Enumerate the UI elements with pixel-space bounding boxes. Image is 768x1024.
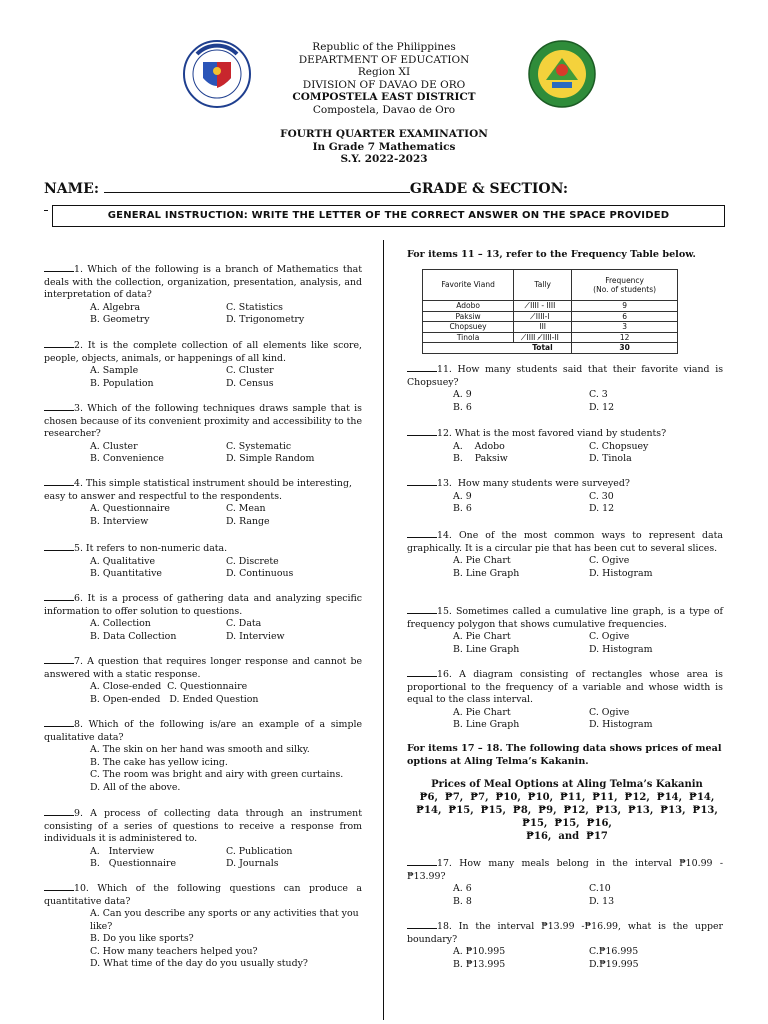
table-cell: Chopsuey xyxy=(423,322,514,333)
option: A. 6 xyxy=(453,883,472,894)
prices-title: Prices of Meal Options at Aling Telma’s Kakanin xyxy=(431,779,703,790)
question-stem: 17. How many meals belong in the interval ₱10.99 - ₱13.99? xyxy=(407,858,723,882)
answer-blank-11[interactable] xyxy=(407,362,437,372)
prices-line: ₱6, ₱7, ₱7, ₱10, ₱10, ₱11, ₱11, ₱12, ₱14, ₱14, xyxy=(419,792,715,803)
letterhead xyxy=(0,41,768,116)
table-header: Tally xyxy=(514,270,572,301)
question-8 xyxy=(44,717,362,794)
option: B. Questionnaire xyxy=(90,858,176,869)
option: B. Line Graph xyxy=(453,643,520,655)
table-row xyxy=(423,332,678,343)
option: C. Ogive xyxy=(589,555,630,566)
option: A. Questionnaire xyxy=(90,503,170,514)
option: C. Discrete xyxy=(226,555,279,567)
table-row xyxy=(423,322,678,333)
grade-section-label: GRADE & SECTION: xyxy=(409,181,569,197)
address-line: Compostela, Davao de Oro xyxy=(312,103,456,116)
option: D. Census xyxy=(226,377,274,389)
option: D. Histogram xyxy=(589,567,653,579)
table-cell: ̸IIII - IIII xyxy=(514,301,572,312)
total-label: Total xyxy=(514,343,572,354)
question-stem: 1. Which of the following is a branch of Mathematics that deals with the collection, organization, presentation, analysis, and interpretation of data? xyxy=(44,264,362,300)
option: A. Pie Chart xyxy=(453,706,511,718)
option: C. 30 xyxy=(589,490,614,502)
answer-blank-6[interactable] xyxy=(44,591,74,601)
table-header: Favorite Viand xyxy=(423,270,514,301)
option: C. Chopsuey xyxy=(589,440,649,452)
question-stem: 7. A question that requires longer response and cannot be answered with a static response. xyxy=(44,656,362,680)
option: D. Trigonometry xyxy=(226,314,305,325)
region-line: Region XI xyxy=(357,66,411,78)
answer-blank-13[interactable] xyxy=(407,476,437,486)
republic-line: Republic of the Philippines xyxy=(312,41,456,53)
answer-blank-2[interactable] xyxy=(44,338,74,348)
column-divider xyxy=(383,240,384,1020)
option: C. 3 xyxy=(589,389,608,400)
answer-blank-16[interactable] xyxy=(407,667,437,677)
question-3 xyxy=(44,401,362,466)
option: C.10 xyxy=(589,883,611,894)
question-stem: 4. This simple statistical instrument should be interesting, easy to answer and respectful to the respondents. xyxy=(44,478,352,502)
question-13 xyxy=(407,476,723,516)
option: A. Cluster xyxy=(90,440,138,452)
question-16 xyxy=(407,667,723,732)
option: D. 13 xyxy=(589,895,615,907)
frequency-table xyxy=(422,269,678,354)
option: B. Line Graph xyxy=(453,567,520,579)
option: B. Open-ended D. Ended Question xyxy=(90,693,259,705)
question-4 xyxy=(44,476,362,528)
table-cell: 9 xyxy=(572,301,678,312)
answer-blank-8[interactable] xyxy=(44,717,74,727)
answer-blank-1[interactable] xyxy=(44,262,74,272)
option: A. 9 xyxy=(453,389,472,400)
option: A. Collection xyxy=(90,618,151,629)
option: B. The cake has yellow icing. xyxy=(90,756,228,768)
answer-blank-14[interactable] xyxy=(407,528,437,538)
question-stem: 11. How many students said that their favorite viand is Chopsuey? xyxy=(407,364,723,388)
table-cell: Tinola xyxy=(423,332,514,343)
option: B. Population xyxy=(90,377,154,389)
district-line: COMPOSTELA EAST DISTRICT xyxy=(292,91,476,103)
answer-blank-18[interactable] xyxy=(407,919,437,929)
question-stem: 14. One of the most common ways to represent data graphically. It is a circular pie that has been cut to several slices. xyxy=(407,530,723,554)
question-7 xyxy=(44,654,362,706)
question-12 xyxy=(407,426,723,466)
option: A. Pie Chart xyxy=(453,631,511,642)
table-cell: 3 xyxy=(572,322,678,333)
option: D. Histogram xyxy=(589,719,653,730)
question-1 xyxy=(44,262,362,327)
option: C. Mean xyxy=(226,503,266,514)
option: C. Cluster xyxy=(226,365,274,376)
question-stem: 13. How many students were surveyed? xyxy=(437,478,630,489)
option: B. Geometry xyxy=(90,314,150,325)
option: C. Data xyxy=(226,618,262,629)
answer-blank-17[interactable] xyxy=(407,856,437,866)
question-2 xyxy=(44,338,362,390)
answer-blank-3[interactable] xyxy=(44,401,74,411)
question-14 xyxy=(407,528,723,580)
prices-line: ₱15, ₱15, ₱16, xyxy=(522,818,612,829)
option: D. What time of the day do you usually study? xyxy=(90,958,308,969)
question-9 xyxy=(44,806,362,871)
total-value: 30 xyxy=(572,343,678,354)
option: D. 12 xyxy=(589,503,615,514)
question-stem: 5. It refers to non-numeric data. xyxy=(74,543,228,554)
question-stem: 9. A process of collecting data through an instrument consisting of a series of questions to receive a response from individuals it is administered to. xyxy=(44,808,362,844)
option: A. The skin on her hand was smooth and silky. xyxy=(90,744,310,755)
answer-blank-9[interactable] xyxy=(44,806,74,816)
option: C. Publication xyxy=(226,845,293,857)
table-cell: ̸IIII - ̸IIII-II xyxy=(514,332,572,343)
table-cell: Paksiw xyxy=(423,311,514,322)
option: C.₱16.995 xyxy=(589,946,639,957)
option: D. Continuous xyxy=(226,568,294,579)
option: C. How many teachers helped you? xyxy=(90,945,258,957)
question-stem: 6. It is a process of gathering data and analyzing specific information to offer solution to questions. xyxy=(44,593,362,617)
option: A. Close-ended C. Questionnaire xyxy=(90,681,248,692)
option: B. Interview xyxy=(90,515,149,527)
name-label: NAME: xyxy=(44,181,99,197)
option: A. Algebra xyxy=(90,301,141,313)
answer-blank-15[interactable] xyxy=(407,604,437,614)
option: A. Sample xyxy=(90,365,139,376)
table-row xyxy=(423,301,678,312)
option: B. ₱13.995 xyxy=(453,958,506,970)
option: A. Interview xyxy=(90,845,155,857)
option: D.₱19.995 xyxy=(589,958,639,970)
option: D. 12 xyxy=(589,401,615,413)
option: A. ₱10.995 xyxy=(453,946,506,957)
question-5 xyxy=(44,541,362,581)
question-11 xyxy=(407,362,723,414)
answer-blank-12[interactable] xyxy=(407,426,437,436)
option: C. Systematic xyxy=(226,440,292,452)
option: C. The room was bright and airy with green curtains. xyxy=(90,769,344,780)
table-cell: 12 xyxy=(572,332,678,343)
question-15 xyxy=(407,604,723,656)
option: D. Simple Random xyxy=(226,453,315,464)
answer-blank-7[interactable] xyxy=(44,654,74,664)
table-header: Frequency (No. of students) xyxy=(572,270,678,301)
question-stem: 16. A diagram consisting of rectangles whose area is proportional to the frequency of a variable and whose width is equal to the class interval. xyxy=(407,669,723,705)
name-grade-row xyxy=(44,180,734,197)
question-10 xyxy=(44,881,362,971)
option: B. Data Collection xyxy=(90,630,177,642)
question-stem: 18. In the interval ₱13.99 -₱16.99, what is the upper boundary? xyxy=(407,921,723,945)
prices-intro: For items 17 – 18. The following data shows prices of meal options at Aling Telma’s Kakanin. xyxy=(407,743,722,767)
question-stem: 12. What is the most favored viand by students? xyxy=(437,428,667,439)
option: D. All of the above. xyxy=(90,781,181,793)
option: D. Range xyxy=(226,515,270,527)
answer-blank-4[interactable] xyxy=(44,476,74,486)
option: B. 6 xyxy=(453,503,472,514)
option: B. Line Graph xyxy=(453,719,520,730)
prices-line: ₱14, ₱15, ₱15, ₱8, ₱9, ₱12, ₱13, ₱13, ₱13, ₱13, xyxy=(416,805,718,816)
table-cell: ̸IIII-I xyxy=(514,311,572,322)
option: C. Ogive xyxy=(589,631,630,642)
deped-line: DEPARTMENT OF EDUCATION xyxy=(298,53,470,66)
option: A. Qualitative xyxy=(90,555,156,567)
option: A. Can you describe any sports or any activities that you like? xyxy=(90,908,359,932)
question-stem: 3. Which of the following techniques draws sample that is chosen because of its convenient proximity and accessibility to the researcher? xyxy=(44,403,362,439)
question-stem: 2. It is the complete collection of all elements like score, people, objects, animals, or happenings of all kind. xyxy=(44,340,362,364)
option: D. Tinola xyxy=(589,453,632,464)
option: C. Statistics xyxy=(226,301,283,313)
answer-blank-10[interactable] xyxy=(44,881,74,891)
question-stem: 8. Which of the following is/are an example of a simple qualitative data? xyxy=(44,719,362,743)
option: B. Convenience xyxy=(90,453,164,464)
option: D. Journals xyxy=(226,858,279,869)
option: B. 8 xyxy=(453,895,472,907)
table-cell: Adobo xyxy=(423,301,514,312)
exam-heading xyxy=(0,128,768,166)
school-year: S.Y. 2022-2023 xyxy=(340,153,428,165)
option: B. Quantitative xyxy=(90,568,162,579)
option: D. Interview xyxy=(226,630,285,642)
table-cell: 6 xyxy=(572,311,678,322)
table-cell: III xyxy=(514,322,572,333)
option: C. Ogive xyxy=(589,706,630,718)
exam-title: FOURTH QUARTER EXAMINATION xyxy=(280,128,488,140)
option: A. 9 xyxy=(453,490,472,502)
dash-mark xyxy=(44,210,48,211)
option: B. Do you like sports? xyxy=(90,933,194,944)
name-field[interactable] xyxy=(104,180,410,193)
option: A. Adobo xyxy=(453,440,505,452)
general-instruction: GENERAL INSTRUCTION: WRITE THE LETTER OF THE CORRECT ANSWER ON THE SPACE PROVIDED xyxy=(52,205,725,227)
option: A. Pie Chart xyxy=(453,555,511,566)
option: B. 6 xyxy=(453,401,472,413)
question-17 xyxy=(407,856,723,908)
exam-grade: In Grade 7 Mathematics xyxy=(312,140,456,153)
question-18 xyxy=(407,919,723,971)
question-stem: 15. Sometimes called a cumulative line graph, is a type of frequency polygon that shows cumulative frequencies. xyxy=(407,606,723,630)
division-line: DIVISION OF DAVAO DE ORO xyxy=(302,78,466,91)
table-total-row xyxy=(423,343,678,354)
question-6 xyxy=(44,591,362,643)
prices-line: ₱16, and ₱17 xyxy=(526,831,608,842)
table-intro: For items 11 – 13, refer to the Frequency Table below. xyxy=(407,249,696,260)
answer-blank-5[interactable] xyxy=(44,541,74,551)
table-row xyxy=(423,311,678,322)
prices-block xyxy=(407,778,727,843)
option: D. Histogram xyxy=(589,643,653,655)
option: B. Paksiw xyxy=(453,453,508,464)
question-stem: 10. Which of the following questions can produce a quantitative data? xyxy=(44,883,362,907)
